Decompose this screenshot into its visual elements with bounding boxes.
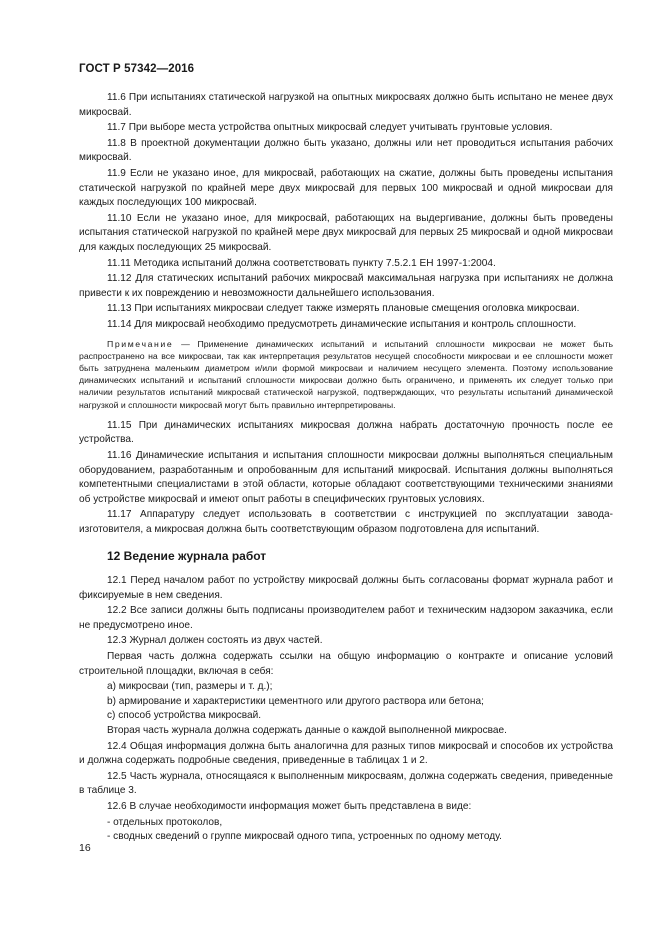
paragraph-12-3: 12.3 Журнал должен состоять из двух частей. xyxy=(107,635,323,647)
paragraph-11-11: 11.11 Методика испытаний должна соответствовать пункту 7.5.2.1 ЕН 1997-1:2004. xyxy=(107,257,496,269)
paragraph-12-2: 12.2 Все записи должны быть подписаны производителем работ и техническим надзором заказчика, если не предусмотрено иное. xyxy=(79,605,613,631)
paragraph-second-part: Вторая часть журнала должна содержать данные о каждой выполненной микросвае. xyxy=(107,725,507,736)
note-label: Примечание xyxy=(107,338,174,349)
paragraph-first-part: Первая часть должна содержать ссылки на общую информацию о контракте и описание условий строительной площадки, включая в себя: xyxy=(79,651,613,677)
paragraph-11-10: 11.10 Если не указано иное, для микросвай, работающих на выдергивание, должны быть проведены испытания статической нагрузкой по крайней мере двух микросвай для первых 25 микросвай и одной микросваи для каждых последующих 25 микросвай. xyxy=(79,212,613,253)
paragraph-12-4: 12.4 Общая информация должна быть аналогична для разных типов микросвай и способов их устройства и должна содержать подробные сведения, приведенные в таблицах 1 и 2. xyxy=(79,740,613,767)
paragraph-11-7: 11.7 При выборе места устройства опытных микросвай следует учитывать грунтовые условия. xyxy=(107,122,553,134)
paragraph-11-6: 11.6 При испытаниях статической нагрузкой на опытных микросваях должно быть испытано не менее двух микросвай. xyxy=(79,92,613,118)
paragraph-12-5: 12.5 Часть журнала, относящаяся к выполненным микросваям, должна содержать сведения, приведенные в таблице 3. xyxy=(79,770,613,797)
paragraph-11-17: 11.17 Аппаратуру следует использовать в соответствии с инструкцией по эксплуатации завода-изготовителя, а микросвая должна быть соответствующим образом подготовлена для испытаний. xyxy=(79,509,613,535)
paragraph-11-13: 11.13 При испытаниях микросваи следует также измерять плановые смещения оголовка микросваи. xyxy=(107,303,580,315)
note xyxy=(79,338,613,411)
dash-item: - сводных сведений о группе микросвай одного типа, устроенных по одному методу. xyxy=(107,831,502,843)
paragraph-11-15: 11.15 При динамических испытаниях микросвая должна набрать достаточную прочность после ее устройства. xyxy=(79,419,613,446)
paragraph-11-12: 11.12 Для статических испытаний рабочих микросвай максимальная нагрузка при испытаниях не должна привести к их повреждению и невозможности дальнейшего использования. xyxy=(79,273,613,299)
list-item: c) способ устройства микросвай. xyxy=(107,710,262,722)
note-text: — Применение динамических испытаний и испытаний сплошности микросваи не может быть распространено на все микросваи, так как интерпретация результатов несущей способности микросваи и ее сплошности может быть затруднена маленьким диаметром и/или формой микросваи и наличием несущего элемента. Поэтому использование динамических испытаний и испытаний сплошности микросваи должно быть ограничено, и применять их следует только при наличии результатов испытаний микросвай статической нагрузкой, подтверждающих, что результаты испытаний динамической нагрузкой и сплошности микросвай могут быть правильно интерпретированы. xyxy=(79,338,613,410)
list-item: b) армирование и характеристики цементного или другого раствора или бетона; xyxy=(107,695,484,707)
paragraph-12-6: 12.6 В случае необходимости информация может быть представлена в виде: xyxy=(107,800,472,812)
paragraph-11-16: 11.16 Динамические испытания и испытания сплошности микросваи должны выполняться специальным оборудованием, разработанным и опробованным для испытаний микросвай. Испытания должны выполняться компетентными специалистами в этой области, которые обладают соответствующими техническими знаниями об устройстве микросвай и имеют опыт работы в специфических грунтовых условиях. xyxy=(79,449,613,505)
document-body xyxy=(79,91,613,845)
paragraph-11-14: 11.14 Для микросвай необходимо предусмотреть динамические испытания и контроль сплошности. xyxy=(107,318,577,330)
dash-item: - отдельных протоколов, xyxy=(107,816,223,828)
paragraph-11-9: 11.9 Если не указано иное, для микросвай, работающих на сжатие, должны быть проведены испытания статической нагрузкой по крайней мере двух микросвай для первых 100 микросвай и одной микросваи для каждых последующих 100 микросвай. xyxy=(79,167,613,209)
page-number: 16 xyxy=(79,842,91,854)
paragraph-12-1: 12.1 Перед началом работ по устройству микросвай должны быть согласованы формат журнала работ и фиксируемые в нем сведения. xyxy=(79,575,613,601)
page-header: ГОСТ Р 57342—2016 xyxy=(79,63,195,75)
section-title: 12 Ведение журнала работ xyxy=(107,549,267,564)
list-item: а) микросваи (тип, размеры и т. д.); xyxy=(107,681,273,693)
paragraph-11-8: 11.8 В проектной документации должно быть указано, должны или нет проводиться испытания рабочих микросвай. xyxy=(79,137,613,164)
